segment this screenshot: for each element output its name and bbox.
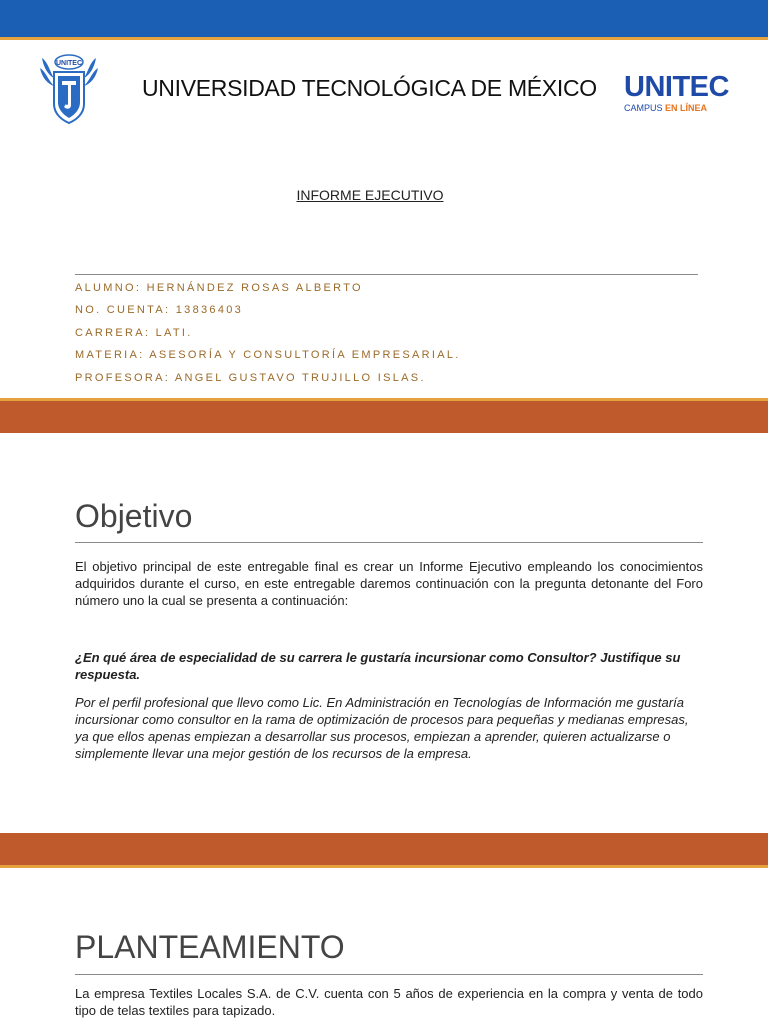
info-materia: MATERIA: ASESORÍA Y CONSULTORÍA EMPRESARIAL. [75, 349, 461, 361]
objetivo-paragraph: El objetivo principal de este entregable final es crear un Informe Ejecutivo empleando los conocimientos adquiridos durante el curso, en este entregable daremos continuación con la pregunta detonante del Foro número uno la cual se presenta a continuación: [75, 559, 703, 608]
report-title-text: INFORME EJECUTIVO [296, 187, 444, 203]
logo-tagline-prefix: CAMPUS [624, 103, 663, 113]
unitec-logo [624, 72, 729, 113]
university-title: UNIVERSIDAD TECNOLÓGICA DE MÉXICO [142, 75, 597, 101]
report-title [0, 187, 740, 203]
objetivo-answer: Por el perfil profesional que llevo como Lic. En Administración en Tecnologías de Información me gustaría incursionar como consultor en la rama de optimización de procesos para pequeñas y medianas empresas, ya que ellos apenas empiezan a desarrollar sus procesos, empiezan a aprender, quieren actualizarse o simplemente llevar una mejor gestión de los recursos de la empresa. [75, 695, 689, 761]
header-accent-line [0, 37, 768, 40]
header-band [0, 0, 768, 37]
info-cuenta: NO. CUENTA: 13836403 [75, 304, 244, 316]
section-band [0, 401, 768, 433]
section-band [0, 833, 768, 865]
logo-wordmark: UNITEC [624, 71, 729, 103]
planteamiento-heading: PLANTEAMIENTO [75, 929, 345, 965]
objetivo-question: ¿En qué área de especialidad de su carrera le gustaría incursionar como Consultor? Justifique su respuesta. [75, 650, 681, 682]
info-profesora: PROFESORA: ANGEL GUSTAVO TRUJILLO ISLAS. [75, 372, 426, 384]
seal-label: UNITEC [55, 60, 83, 67]
cover-divider [75, 274, 698, 275]
planteamiento-paragraph: La empresa Textiles Locales S.A. de C.V. cuenta con 5 años de experiencia en la compra y venta de todo tipo de telas textiles para tapizado. [75, 986, 703, 1018]
objetivo-divider [75, 542, 703, 543]
logo-tagline-accent: EN LÍNEA [665, 103, 708, 113]
planteamiento-divider [75, 974, 703, 975]
objetivo-heading: Objetivo [75, 498, 193, 534]
section-accent-line [0, 865, 768, 868]
university-seal-icon [38, 48, 100, 126]
logo-tagline [624, 103, 729, 113]
info-carrera: CARRERA: LATI. [75, 327, 193, 339]
info-alumno: ALUMNO: HERNÁNDEZ ROSAS ALBERTO [75, 282, 363, 294]
